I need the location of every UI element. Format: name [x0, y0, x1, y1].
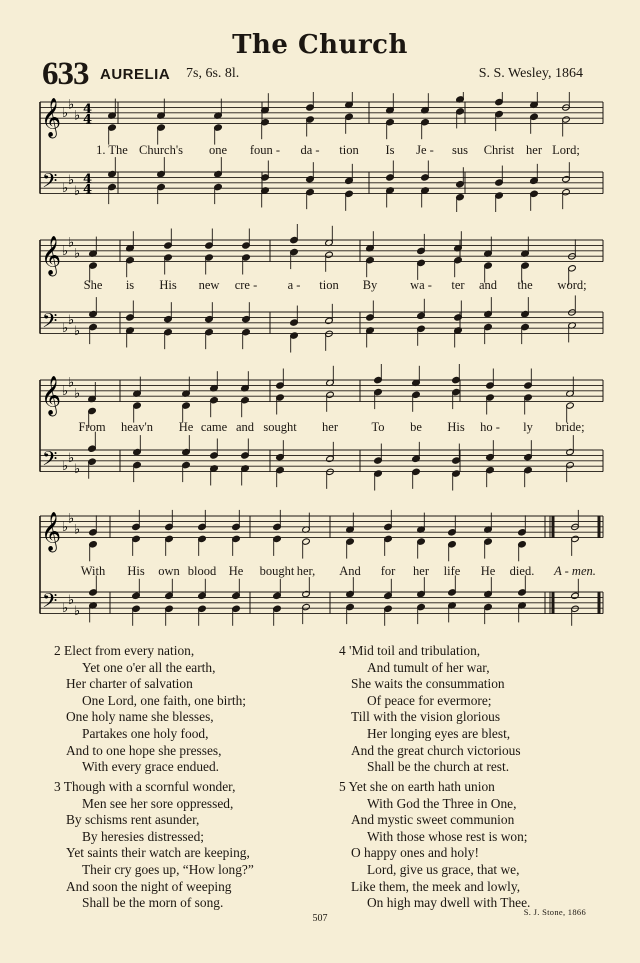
flat-icon: ♭: [68, 235, 75, 251]
lyric-syllable: A - men.: [554, 564, 596, 578]
flat-icon: ♭: [74, 461, 81, 477]
treble-clef-icon: 𝄞: [41, 375, 62, 416]
lyric-syllable: And: [339, 564, 361, 578]
flat-icon: ♭: [62, 601, 69, 617]
flat-icon: ♭: [74, 386, 81, 402]
music-system-2: [0, 224, 640, 364]
verse-line: And to one hope she presses,: [66, 742, 222, 758]
tune-name: AURELIA: [100, 66, 171, 83]
verse-line: Her longing eyes are blest,: [367, 725, 511, 741]
lyric-syllable: came: [200, 420, 228, 434]
lyric-syllable: word;: [557, 278, 587, 292]
flat-icon: ♭: [74, 522, 81, 538]
flat-icon: ♭: [68, 375, 75, 391]
page-number: 507: [312, 913, 328, 924]
time-signature-top: 4: [83, 171, 93, 187]
verse-number: 4: [339, 643, 346, 658]
treble-clef-icon: 𝄞: [41, 235, 62, 276]
lyric-syllable: is: [125, 278, 135, 292]
verse-line: One Lord, one faith, one birth;: [82, 692, 246, 708]
verse-line: Of peace for evermore;: [367, 692, 492, 708]
treble-clef-icon: 𝄞: [41, 511, 62, 552]
lyric-syllable: for: [380, 564, 396, 578]
verse-line: She waits the consummation: [351, 676, 505, 692]
verse-3: [54, 779, 254, 912]
bass-clef-icon: 𝄢: [42, 447, 58, 476]
flat-icon: ♭: [68, 511, 75, 527]
lyric-syllable: her,: [296, 564, 316, 578]
lyric-syllable: her: [526, 143, 542, 157]
lyric-syllable: and: [478, 278, 498, 292]
lyric-syllable: be: [410, 420, 422, 434]
lyric-syllable: He: [178, 420, 194, 434]
lyric-syllable: died.: [509, 564, 535, 578]
verse-line: Like them, the meek and lowly,: [351, 878, 521, 894]
verse-5: [339, 779, 531, 912]
verse-line-text: Yet she on earth hath union: [345, 779, 495, 794]
lyric-syllable: His: [127, 564, 145, 578]
lyric-syllable: To: [371, 420, 385, 434]
lyric-syllable: 1. The: [96, 143, 128, 157]
verse-line: With God the Three in One,: [367, 795, 517, 811]
lyric-syllable: Church's: [139, 143, 183, 157]
verse-line: And tumult of her war,: [367, 659, 490, 675]
verse-line: [339, 779, 530, 796]
flat-icon: ♭: [62, 243, 69, 259]
meter: 7s, 6s. 8l.: [186, 66, 240, 81]
flat-icon: ♭: [62, 459, 69, 475]
flat-icon: ♭: [74, 108, 81, 124]
verse-line: Partakes one holy food,: [82, 725, 209, 741]
time-signature-bottom: 4: [83, 182, 93, 198]
lyric-syllable: a -: [287, 278, 301, 292]
verse-line: Her charter of salvation: [66, 676, 193, 692]
bass-clef-icon: 𝄢: [42, 589, 58, 618]
lyric-syllable: He: [228, 564, 244, 578]
flat-icon: ♭: [68, 173, 75, 189]
verse-4: [339, 643, 521, 776]
lyric-syllable: her: [413, 564, 429, 578]
verse-line: By schisms rent asunder,: [66, 812, 200, 828]
verse-line: Shall be the morn of song.: [82, 895, 224, 911]
lyric-syllable: foun -: [249, 143, 281, 157]
lyric-syllable: blood: [187, 564, 217, 578]
verse-number: 5: [339, 779, 346, 794]
verse-line: With those whose rest is won;: [367, 828, 528, 844]
lyric-syllable: bride;: [555, 420, 585, 434]
verse-line: Their cry goes up, “How long?”: [82, 861, 254, 877]
flat-icon: ♭: [74, 603, 81, 619]
lyric-syllable: new: [198, 278, 220, 292]
verse-line: O happy ones and holy!: [351, 845, 479, 861]
flat-icon: ♭: [62, 519, 69, 535]
lyric-syllable: His: [159, 278, 177, 292]
bass-clef-icon: 𝄢: [42, 309, 58, 338]
hymn-number: 633: [42, 56, 89, 92]
lyric-syllable: the: [517, 278, 533, 292]
verse-number: 2: [54, 643, 61, 658]
lyric-syllable: sus: [452, 143, 468, 157]
lyric-syllable: ho -: [480, 420, 500, 434]
flat-icon: ♭: [68, 593, 75, 609]
flat-icon: ♭: [74, 323, 81, 339]
verse-line: With every grace endued.: [82, 759, 220, 775]
flat-icon: ♭: [74, 246, 81, 262]
flat-icon: ♭: [62, 321, 69, 337]
verse-2: [54, 643, 246, 776]
lyric-syllable: Lord;: [552, 143, 580, 157]
lyric-syllable: life: [443, 564, 461, 578]
lyric-syllable: By: [362, 278, 378, 292]
time-signature-bottom: 4: [83, 112, 93, 128]
verse-line: By heresies distressed;: [82, 828, 204, 844]
section-title: The Church: [232, 30, 408, 60]
verse-line: Lord, give us grace, that we,: [367, 861, 520, 877]
lyric-syllable: wa -: [410, 278, 432, 292]
lyric-syllable: tion: [339, 143, 359, 157]
verse-line-text: Though with a scornful wonder,: [60, 779, 236, 794]
verse-number: 3: [54, 779, 61, 794]
verse-line: Till with the vision glorious: [351, 709, 501, 725]
lyric-syllable: sought: [263, 420, 297, 434]
lyric-syllable: tion: [319, 278, 339, 292]
lyric-syllable: She: [83, 278, 103, 292]
verse-line: And soon the night of weeping: [66, 878, 232, 894]
lyric-syllable: Christ: [483, 143, 515, 157]
verse-line: And mystic sweet communion: [351, 812, 515, 828]
verse-line: Shall be the church at rest.: [367, 759, 510, 775]
lyric-syllable: His: [447, 420, 465, 434]
verse-line: Yet one o'er all the earth,: [82, 659, 216, 675]
lyric-syllable: Je -: [416, 143, 434, 157]
verse-line: [54, 779, 254, 796]
verse-line: One holy name she blesses,: [66, 709, 214, 725]
lyric-syllable: ter: [451, 278, 465, 292]
flat-icon: ♭: [68, 97, 75, 113]
verse-line-text: Elect from every nation,: [60, 643, 195, 658]
lyric-syllable: da -: [300, 143, 320, 157]
flat-icon: ♭: [68, 451, 75, 467]
verse-line: Men see her sore oppressed,: [82, 795, 234, 811]
text-author: S. J. Stone, 1866: [523, 907, 586, 917]
lyric-syllable: own: [158, 564, 180, 578]
flat-icon: ♭: [74, 183, 81, 199]
lyric-syllable: With: [80, 564, 106, 578]
verse-line: On high may dwell with Thee.: [367, 895, 531, 911]
verse-line: And the great church victorious: [351, 742, 521, 758]
time-signature-top: 4: [83, 101, 93, 117]
verse-line-text: 'Mid toil and tribulation,: [345, 643, 481, 658]
verse-line: [54, 643, 246, 660]
flat-icon: ♭: [62, 181, 69, 197]
flat-icon: ♭: [68, 313, 75, 329]
lyric-syllable: her: [322, 420, 338, 434]
lyric-syllable: heav'n: [120, 420, 154, 434]
lyric-syllable: Is: [385, 143, 395, 157]
treble-clef-icon: 𝄞: [41, 97, 62, 138]
verse-line: Yet saints their watch are keeping,: [66, 845, 250, 861]
bass-clef-icon: 𝄢: [42, 169, 58, 198]
verse-line: [339, 643, 521, 660]
lyric-syllable: ly: [523, 420, 533, 434]
flat-icon: ♭: [62, 383, 69, 399]
lyric-syllable: bought: [259, 564, 295, 578]
lyric-syllable: From: [78, 420, 106, 434]
flat-icon: ♭: [62, 105, 69, 121]
composer: S. S. Wesley, 1864: [478, 66, 583, 81]
lyric-syllable: one: [208, 143, 228, 157]
lyric-syllable: cre -: [234, 278, 258, 292]
lyric-syllable: He: [480, 564, 496, 578]
lyric-syllable: and: [235, 420, 255, 434]
